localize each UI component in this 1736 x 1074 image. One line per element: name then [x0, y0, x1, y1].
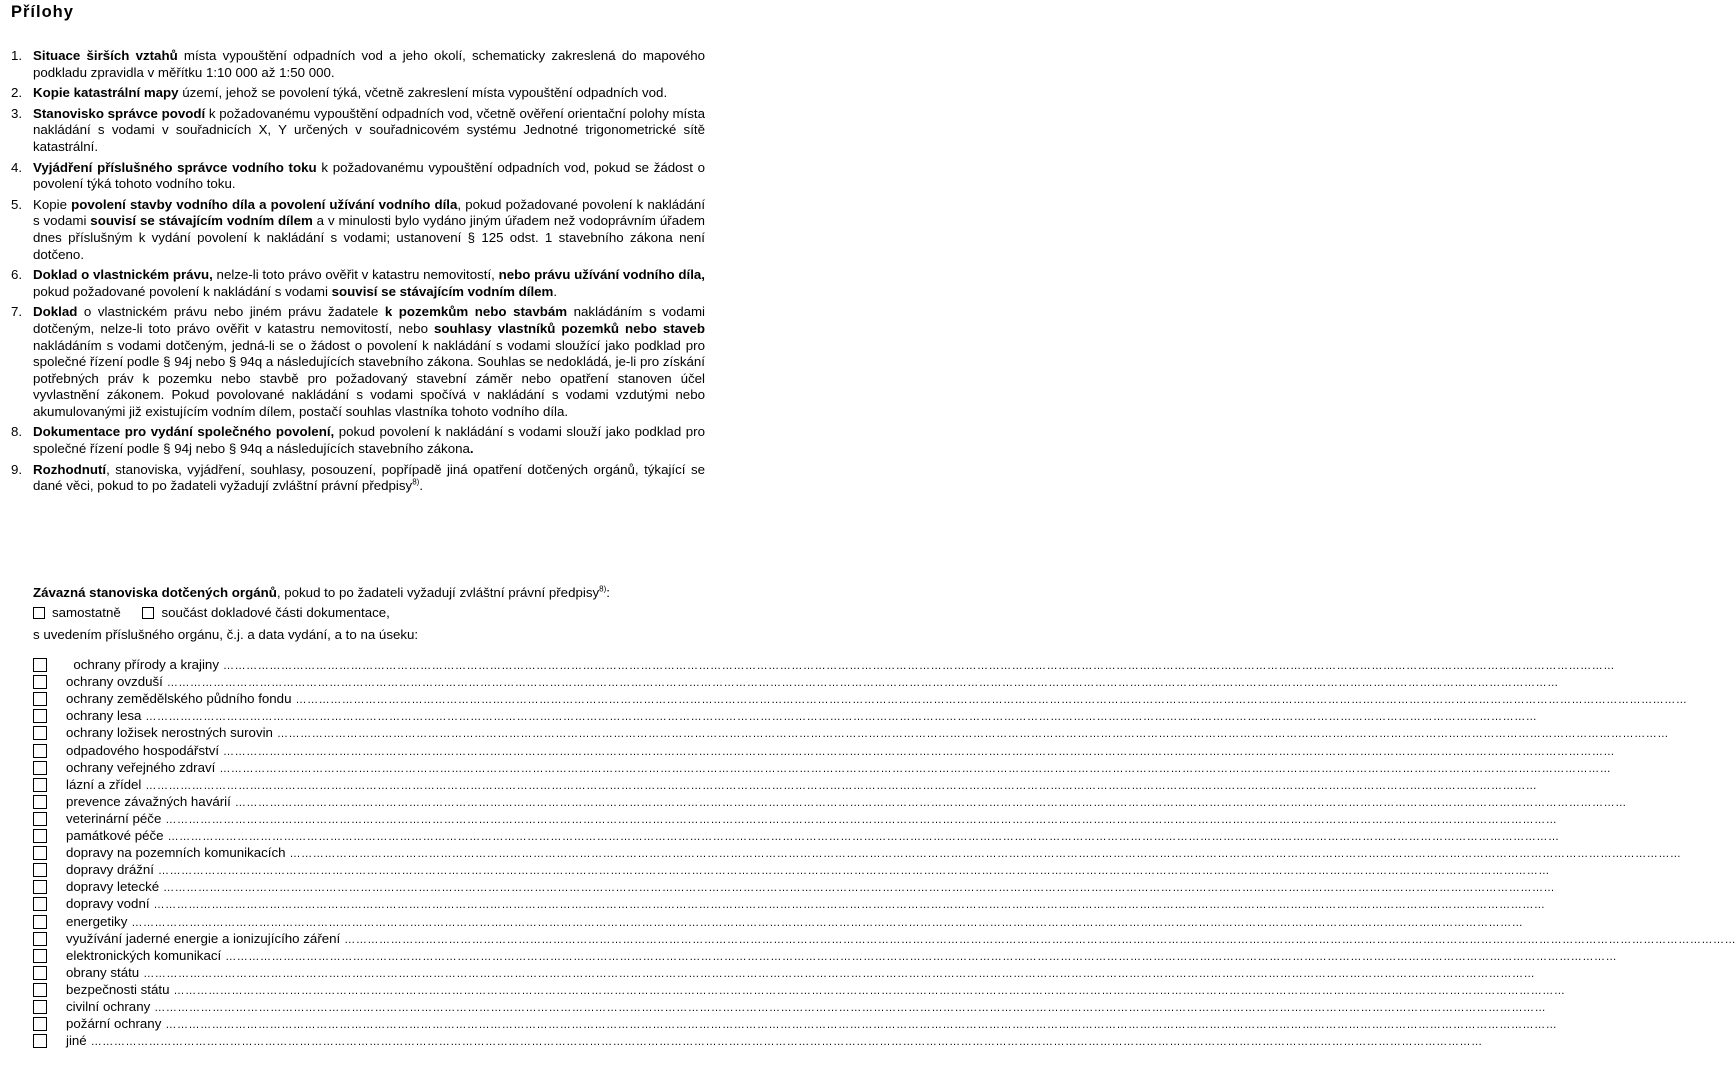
attachment-number: 2. — [11, 85, 23, 101]
section-row — [33, 1032, 1483, 1049]
section-row — [33, 964, 1536, 981]
section-row — [33, 741, 1616, 758]
section-label: ochrany přírody a krajiny — [66, 657, 219, 673]
section-checkbox[interactable] — [33, 829, 47, 843]
fill-in-line[interactable]: ……………………………………………………………………………………………………………………………………………………………………………………………………………………………………………………………………………………………………………………………… — [143, 967, 1536, 980]
fill-in-line[interactable]: ……………………………………………………………………………………………………………………………………………………………………………………………………………………………………………………………………………………………………………………………… — [166, 677, 1559, 690]
text-segment: , pokud požadované povolení k nakládání s vodami — [33, 196, 706, 229]
documentation-part-checkbox[interactable] — [142, 607, 154, 619]
section-label: civilní ochrany — [66, 998, 151, 1014]
attachment-item — [11, 48, 705, 81]
section-label: prevence závažných havárií — [66, 793, 231, 809]
text-segment: pokud povolení k nakládání s vodami slouží jako podklad pro společné řízení podle § 94j nebo § 94q a následujících stavebního zákona — [33, 424, 705, 457]
section-row — [33, 827, 1560, 844]
section-label: jiné — [66, 1033, 87, 1049]
fill-in-line[interactable]: ……………………………………………………………………………………………………………………………………………………………………………………………………………………………………………………………………………………………………………………………… — [163, 882, 1556, 895]
attachment-item — [11, 424, 705, 457]
section-label: elektronických komunikací — [66, 947, 222, 963]
fill-in-line[interactable]: ……………………………………………………………………………………………………………………………………………………………………………………………………………………………………………………………………………………………………………………………… — [153, 899, 1546, 912]
section-checkbox[interactable] — [33, 966, 47, 980]
section-label: veterinární péče — [66, 810, 162, 826]
fill-in-line[interactable]: ……………………………………………………………………………………………………………………………………………………………………………………………………………………………………………………………………………………………………………………………… — [154, 1001, 1547, 1014]
fill-in-line[interactable]: ……………………………………………………………………………………………………………………………………………………………………………………………………………………………………………………………………………………………………………………………… — [219, 762, 1612, 775]
fill-in-line[interactable]: ……………………………………………………………………………………………………………………………………………………………………………………………………………………………………………………………………………………………………………………………… — [173, 984, 1566, 997]
text-segment: k požadovanému vypouštění odpadních vod, včetně ověření orientační polohy místa nakládání s vodami v souřadnicích X, Y určených v souřadnicovém systému Jednotné trigonometrické sítě katastrální. — [33, 105, 705, 154]
fill-in-line[interactable]: ……………………………………………………………………………………………………………………………………………………………………………………………………………………………………………………………………………………………………………………………… — [145, 711, 1538, 724]
attachment-item — [11, 160, 705, 193]
section-row — [33, 844, 1682, 861]
section-row — [33, 656, 1615, 673]
text-segment: k požadovanému vypouštění odpadních vod, pokud se žádost o povolení týká tohoto vodního toku. — [33, 159, 705, 192]
section-label: dopravy drážní — [66, 862, 154, 878]
binding-opinions-lead-end: : — [606, 585, 610, 600]
attachment-text — [33, 197, 705, 263]
section-checkbox[interactable] — [33, 1000, 47, 1014]
text-segment: Kopie — [33, 196, 72, 212]
section-label: lázní a zřídel — [66, 776, 142, 792]
section-checkbox[interactable] — [33, 915, 47, 929]
section-row — [33, 981, 1566, 998]
attachments-list — [11, 48, 705, 499]
section-label: ochrany zemědělského půdního fondu — [66, 691, 292, 707]
attachment-number: 9. — [11, 461, 23, 477]
fill-in-line[interactable]: ……………………………………………………………………………………………………………………………………………………………………………………………………………………………………………………………………………………………………………………………… — [276, 728, 1669, 741]
section-checkbox[interactable] — [33, 709, 47, 723]
bold-text: Doklad — [33, 304, 78, 320]
section-row — [33, 1015, 1558, 1032]
text-segment: pokud požadované povolení k nakládání s vodami — [33, 283, 332, 299]
text-segment: . — [553, 283, 558, 299]
section-label: ochrany veřejného zdraví — [66, 759, 216, 775]
bold-text: Stanovisko správce povodí — [33, 105, 206, 121]
fill-in-line[interactable]: ……………………………………………………………………………………………………………………………………………………………………………………………………………………………………………………………………………………………………………………………… — [167, 831, 1560, 844]
fill-in-line[interactable]: ……………………………………………………………………………………………………………………………………………………………………………………………………………………………………………………………………………………………………………………………… — [344, 933, 1736, 946]
sections-list — [33, 656, 1736, 1049]
text-segment: a v minulosti bylo vydáno jiným úřadem než vodoprávním úřadem dnes příslušným k vydání povolení k nakládání s vodami; ustanovení § 125 odst. 1 stavebního zákona není dotčeno. — [33, 213, 705, 262]
option-documentation-part[interactable] — [142, 605, 389, 622]
text-segment: o vlastnickém právu nebo jiném právu žadatele — [77, 304, 385, 320]
section-checkbox[interactable] — [33, 778, 47, 792]
attachment-item — [11, 106, 705, 156]
attachment-text — [33, 160, 705, 193]
attachment-number: 8. — [11, 424, 23, 440]
section-row — [33, 776, 1538, 793]
option-standalone-label: samostatně — [52, 605, 121, 620]
section-row — [33, 793, 1627, 810]
text-segment: místa vypouštění odpadních vod a jeho okolí, schematicky zakreslená do mapového podkladu zpravidla v měřítku 1:10 000 až 1:50 000. — [33, 48, 705, 80]
section-row — [33, 930, 1736, 947]
text-segment: nakládáním s vodami dotčeným, jedná-li se o žádost o povolení k nakládání s vodami sloužící jako podklad pro společné řízení podle § 94j nebo § 94q a následujících stavebního zákona. Souhlas se nedokládá, je-li pro získání potřebných práv k pozemku nebo stavbě pro požadovaný stavební záměr nebo opatření stanoven účel vyvlastnění zákonem. Pokud povolované nakládání s vodami spočívá v nakládání s vodami vzdutými nebo akumulovanými již existujícím vodním dílem, postačí souhlas vlastníka tohoto vodního díla. — [33, 337, 705, 419]
attachment-item — [11, 267, 705, 300]
attachment-text — [33, 267, 705, 300]
fill-in-line[interactable]: ……………………………………………………………………………………………………………………………………………………………………………………………………………………………………………………………………………………………………………………………… — [165, 813, 1558, 826]
section-row — [33, 912, 1524, 929]
bold-text: nebo právu užívání vodního díla, — [498, 267, 705, 283]
option-standalone[interactable] — [33, 605, 121, 622]
section-label: využívání jaderné energie a ionizujícího záření — [66, 930, 341, 946]
section-checkbox[interactable] — [33, 1017, 47, 1031]
bold-text: Dokumentace pro vydání společného povolení, — [33, 424, 335, 440]
attachment-number: 3. — [11, 105, 23, 121]
fill-in-line[interactable]: ……………………………………………………………………………………………………………………………………………………………………………………………………………………………………………………………………………………………………………………………… — [295, 694, 1688, 707]
bold-text: Doklad o vlastnickém právu, — [33, 267, 213, 283]
attachment-text — [33, 106, 705, 156]
fill-in-line[interactable]: ……………………………………………………………………………………………………………………………………………………………………………………………………………………………………………………………………………………………………………………………… — [90, 1036, 1483, 1049]
section-label: ochrany lesa — [66, 708, 142, 724]
fill-in-line[interactable]: ……………………………………………………………………………………………………………………………………………………………………………………………………………………………………………………………………………………………………………………………… — [225, 950, 1618, 963]
section-label: dopravy na pozemních komunikacích — [66, 845, 286, 861]
attachment-number: 5. — [11, 196, 23, 212]
section-row — [33, 947, 1618, 964]
section-row — [33, 673, 1559, 690]
bold-text: souvisí se stávajícím vodním dílem — [331, 283, 554, 299]
section-checkbox[interactable] — [33, 846, 47, 860]
attachment-text — [33, 85, 705, 102]
bold-text: Vyjádření příslušného správce vodního toku — [33, 159, 317, 175]
bold-text: povolení stavby vodního díla a povolení užívání vodního díla — [71, 196, 458, 212]
bold-text: Situace širších vztahů — [33, 48, 178, 63]
section-checkbox[interactable] — [33, 983, 47, 997]
attachment-item — [11, 197, 705, 263]
section-row — [33, 759, 1612, 776]
section-checkbox[interactable] — [33, 897, 47, 911]
section-label: bezpečnosti státu — [66, 981, 170, 997]
section-checkbox[interactable] — [33, 949, 47, 963]
fill-in-line[interactable]: ……………………………………………………………………………………………………………………………………………………………………………………………………………………………………………………………………………………………………………………………… — [234, 796, 1627, 809]
fill-in-line[interactable]: ……………………………………………………………………………………………………………………………………………………………………………………………………………………………………………………………………………………………………………………………… — [157, 865, 1550, 878]
attachment-item — [11, 85, 705, 102]
attachment-number: 1. — [11, 48, 23, 63]
section-checkbox[interactable] — [33, 812, 47, 826]
section-checkbox[interactable] — [33, 795, 47, 809]
attachment-text — [33, 48, 705, 81]
fill-in-line[interactable]: ……………………………………………………………………………………………………………………………………………………………………………………………………………………………………………………………………………………………………………………………… — [145, 779, 1538, 792]
section-checkbox[interactable] — [33, 880, 47, 894]
section-row — [33, 810, 1558, 827]
binding-opinions-lead-rest: , pokud to po žadateli vyžadují zvláštní právní předpisy — [276, 585, 600, 600]
bold-text: k pozemkům nebo stavbám — [384, 304, 568, 320]
section-row — [33, 895, 1546, 912]
attachment-item — [11, 462, 705, 495]
binding-opinions-heading — [33, 585, 705, 602]
bold-text: Kopie katastrální mapy — [33, 85, 179, 101]
fill-in-line[interactable]: ……………………………………………………………………………………………………………………………………………………………………………………………………………………………………………………………………………………………………………………………… — [165, 1019, 1558, 1032]
section-checkbox[interactable] — [33, 863, 47, 877]
section-row — [33, 861, 1550, 878]
section-row — [33, 878, 1556, 895]
bold-text: souvisí se stávajícím vodním dílem — [90, 213, 313, 229]
text-segment: území, jehož se povolení týká, včetně zakreslení místa vypouštění odpadních vod. — [178, 85, 668, 101]
text-segment: nakládáním s vodami dotčeným, nelze-li toto právo ověřit v katastru nemovitostí, nebo — [33, 304, 706, 336]
binding-opinions-lead: Závazná stanoviska dotčených orgánů — [33, 585, 277, 600]
section-label: energetiky — [66, 913, 128, 929]
section-label: požární ochrany — [66, 1016, 162, 1032]
standalone-checkbox[interactable] — [33, 607, 45, 619]
section-label: ochrany ložisek nerostných surovin — [66, 725, 273, 741]
binding-opinions-note: s uvedením příslušného orgánu, č.j. a data vydání, a to na úseku: — [33, 627, 419, 642]
page-title: Přílohy — [11, 3, 74, 21]
section-checkbox[interactable] — [33, 761, 47, 775]
section-label: dopravy vodní — [66, 896, 150, 912]
text-segment: nelze-li toto právo ověřit v katastru nemovitostí, — [212, 267, 499, 283]
section-checkbox[interactable] — [33, 658, 47, 672]
section-checkbox[interactable] — [33, 744, 47, 758]
attachment-number: 7. — [11, 304, 23, 320]
attachment-text — [33, 424, 705, 457]
attachment-number: 4. — [11, 159, 23, 175]
section-checkbox[interactable] — [33, 1034, 47, 1048]
fill-in-line[interactable]: ……………………………………………………………………………………………………………………………………………………………………………………………………………………………………………………………………………………………………………………………… — [289, 848, 1682, 861]
footnote-ref: 8) — [599, 584, 607, 594]
attachment-text — [33, 462, 705, 495]
text-segment: . — [419, 478, 424, 494]
section-label: dopravy letecké — [66, 879, 160, 895]
bold-text: souhlasy vlastníků pozemků nebo staveb — [434, 320, 705, 336]
section-checkbox[interactable] — [33, 692, 47, 706]
attachment-text — [33, 304, 705, 420]
fill-in-line[interactable]: ……………………………………………………………………………………………………………………………………………………………………………………………………………………………………………………………………………………………………………………………… — [223, 745, 1616, 758]
binding-opinions-options — [33, 605, 705, 624]
option-documentation-part-label: součást dokladové části dokumentace, — [161, 605, 390, 620]
attachment-item — [11, 304, 705, 420]
bold-text: . — [469, 441, 474, 457]
section-row — [33, 707, 1538, 724]
fill-in-line[interactable]: ……………………………………………………………………………………………………………………………………………………………………………………………………………………………………………………………………………………………………………………………… — [222, 660, 1615, 673]
section-label: ochrany ovzduší — [66, 674, 163, 690]
section-row — [33, 998, 1547, 1015]
section-checkbox[interactable] — [33, 932, 47, 946]
text-segment: , stanoviska, vyjádření, souhlasy, posouzení, popřípadě jiná opatření dotčených orgánů, týkající se dané věci, pokud to po žadateli vyžadují zvláštní právní předpisy — [33, 461, 705, 494]
section-checkbox[interactable] — [33, 675, 47, 689]
section-label: památkové péče — [66, 828, 164, 844]
attachment-number: 6. — [11, 267, 23, 283]
section-label: obrany státu — [66, 964, 140, 980]
bold-text: Rozhodnutí — [33, 461, 107, 477]
section-label: odpadového hospodářství — [66, 742, 220, 758]
section-row — [33, 724, 1669, 741]
fill-in-line[interactable]: ……………………………………………………………………………………………………………………………………………………………………………………………………………………………………………………………………………………………………………………………… — [131, 916, 1524, 929]
footnote-ref: 8) — [412, 477, 420, 487]
section-row — [33, 690, 1688, 707]
section-checkbox[interactable] — [33, 726, 47, 740]
